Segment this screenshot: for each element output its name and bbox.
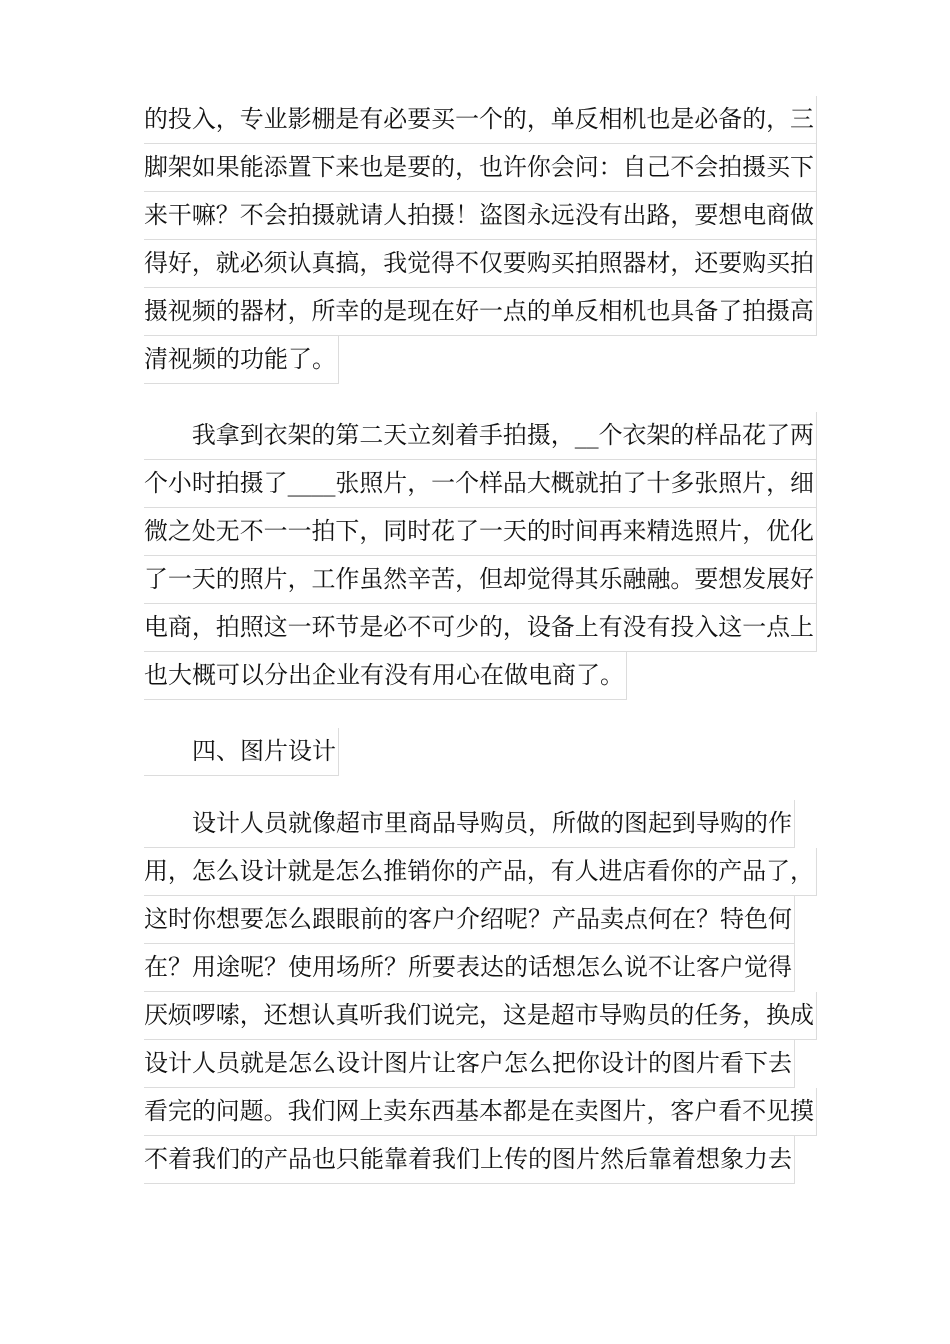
text-line: 微之处无不一一拍下，同时花了一天的时间再来精选照片，优化 xyxy=(144,508,817,556)
text-line: 来干嘛？不会拍摄就请人拍摄！盗图永远没有出路，要想电商做 xyxy=(144,192,817,240)
text-line: 个小时拍摄了____张照片，一个样品大概就拍了十多张照片，细 xyxy=(144,460,817,508)
text-line: 这时你想要怎么跟眼前的客户介绍呢？产品卖点何在？特色何 xyxy=(144,896,795,944)
text-line: 脚架如果能添置下来也是要的，也许你会问：自己不会拍摄买下 xyxy=(144,144,817,192)
text-line: 厌烦啰嗦，还想认真听我们说完，这是超市导购员的任务，换成 xyxy=(144,992,817,1040)
text-line: 设计人员就像超市里商品导购员，所做的图起到导购的作 xyxy=(144,800,795,848)
section-heading xyxy=(144,728,339,776)
text-line: 了一天的照片，工作虽然辛苦，但却觉得其乐融融。要想发展好 xyxy=(144,556,817,604)
paragraph-1 xyxy=(144,96,819,384)
text-line: 在？用途呢？使用场所？所要表达的话想怎么说不让客户觉得 xyxy=(144,944,795,992)
heading-line: 四、图片设计 xyxy=(144,728,339,776)
text-line: 摄视频的器材，所幸的是现在好一点的单反相机也具备了拍摄高 xyxy=(144,288,817,336)
text-line: 的投入，专业影棚是有必要买一个的，单反相机也是必备的，三 xyxy=(144,96,817,144)
text-line: 看完的问题。我们网上卖东西基本都是在卖图片，客户看不见摸 xyxy=(144,1088,817,1136)
text-line: 得好，就必须认真搞，我觉得不仅要购买拍照器材，还要购买拍 xyxy=(144,240,817,288)
text-line: 电商，拍照这一环节是必不可少的，设备上有没有投入这一点上 xyxy=(144,604,817,652)
text-line: 不着我们的产品也只能靠着我们上传的图片然后靠着想象力去 xyxy=(144,1136,795,1184)
paragraph-3 xyxy=(144,800,819,1184)
text-line: 清视频的功能了。 xyxy=(144,336,339,384)
text-line: 我拿到衣架的第二天立刻着手拍摄，__个衣架的样品花了两 xyxy=(144,412,817,460)
text-line: 设计人员就是怎么设计图片让客户怎么把你设计的图片看下去 xyxy=(144,1040,795,1088)
text-line: 用，怎么设计就是怎么推销你的产品，有人进店看你的产品了， xyxy=(144,848,817,896)
text-line: 也大概可以分出企业有没有用心在做电商了。 xyxy=(144,652,627,700)
paragraph-2 xyxy=(144,412,819,700)
